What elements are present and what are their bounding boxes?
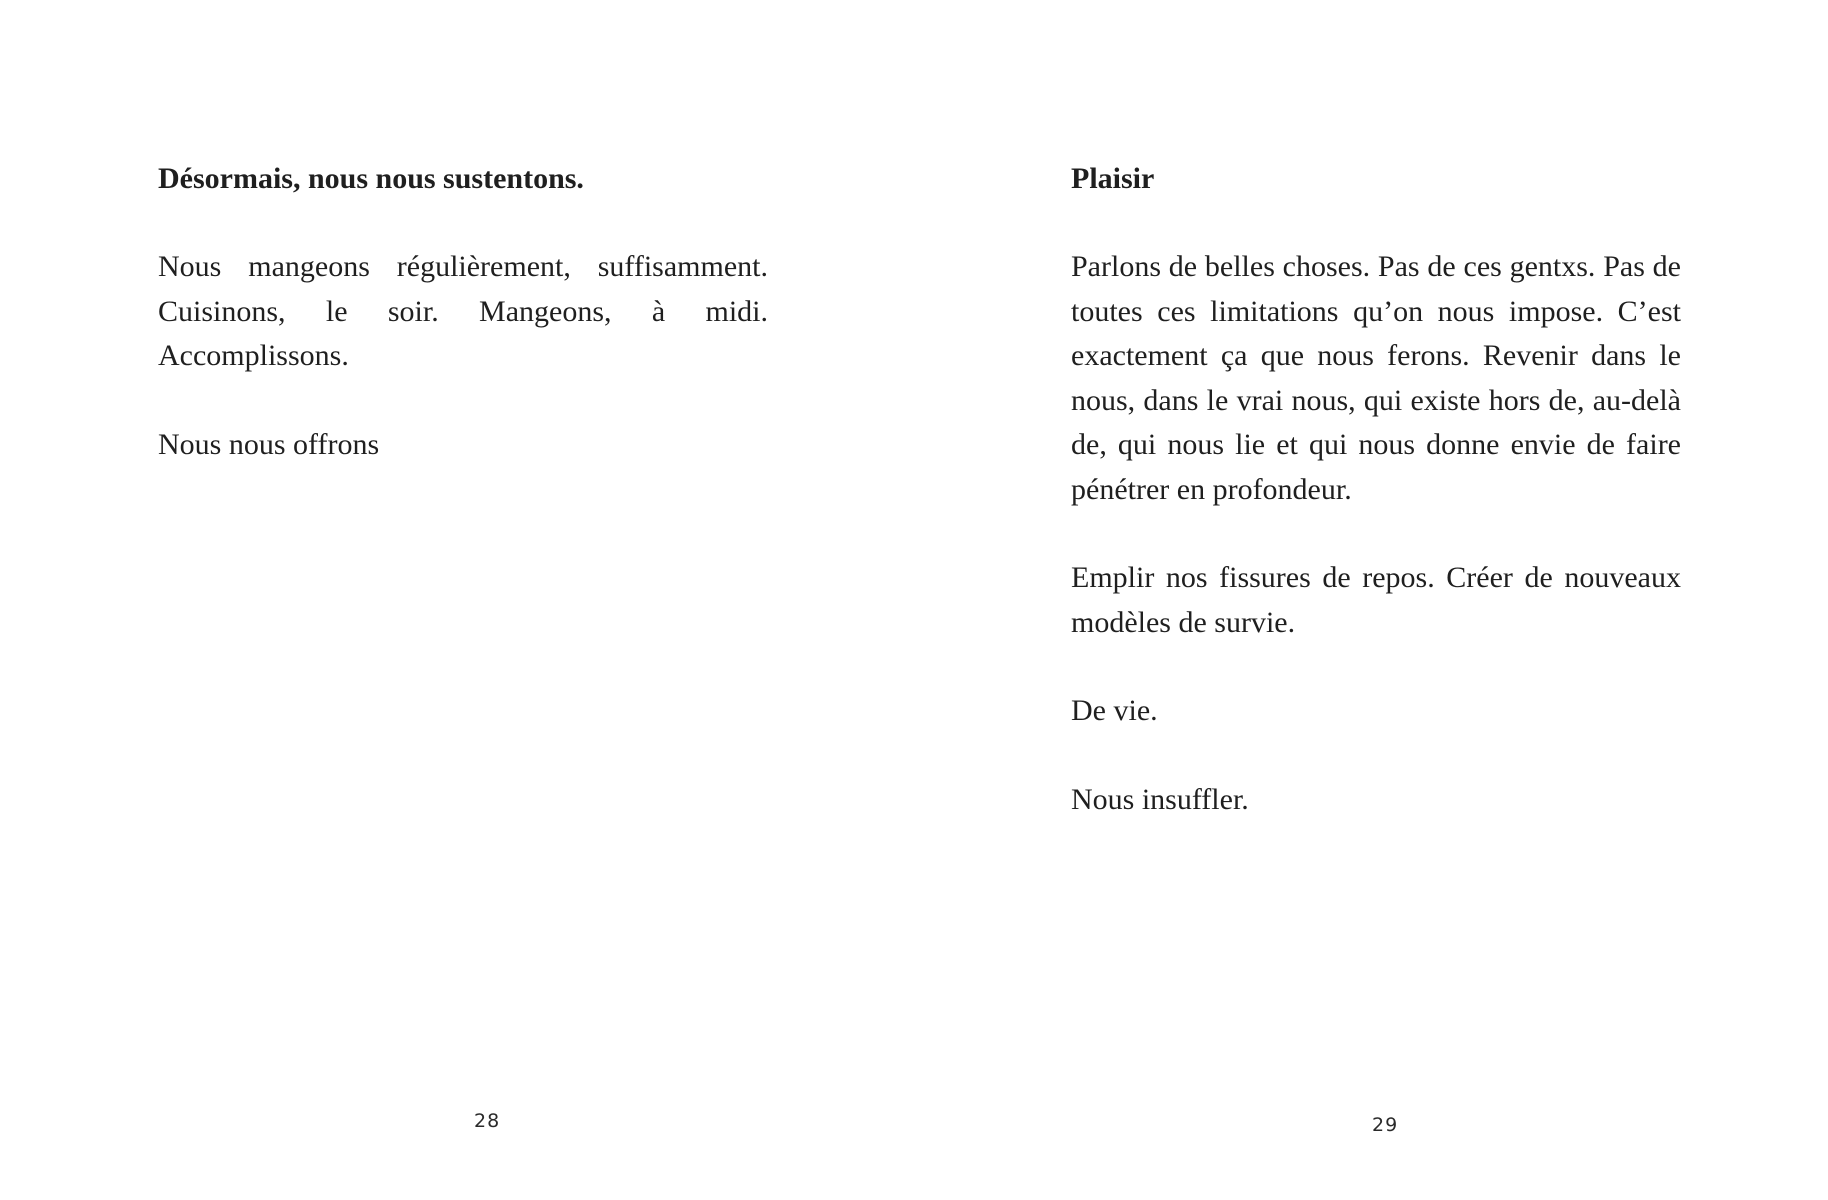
right-paragraph-2: Emplir nos fissures de repos. Créer de nouveaux modèles de survie. [1071,561,1681,639]
right-paragraph-1: Parlons de belles choses. Pas de ces gentxs. Pas de toutes ces limitations qu’on nous impose. C’est exactement ça que nous ferons. Revenir dans le nous, dans le vrai nous, qui existe hors de, au-delà de, qui nous lie et qui nous donne envie de faire pénétrer en profondeur. [1071,250,1681,506]
right-text-block [1071,157,1681,866]
right-paragraph-4: Nous insuffler. [1071,782,1249,816]
left-page-heading: Désormais, nous nous sustentons. [158,162,584,195]
left-text-block [158,157,768,511]
right-page-number: 29 [1372,1114,1399,1136]
right-page [914,0,1828,1200]
right-page-heading: Plaisir [1071,162,1155,195]
left-paragraph-1: Nous mangeons régulièrement, suffisamment. Cuisinons, le soir. Mangeons, à midi. Accomplissons. [158,250,768,372]
left-paragraph-2: Nous nous offrons [158,427,380,461]
left-page-number: 28 [474,1110,501,1132]
right-paragraph-3: De vie. [1071,694,1158,727]
